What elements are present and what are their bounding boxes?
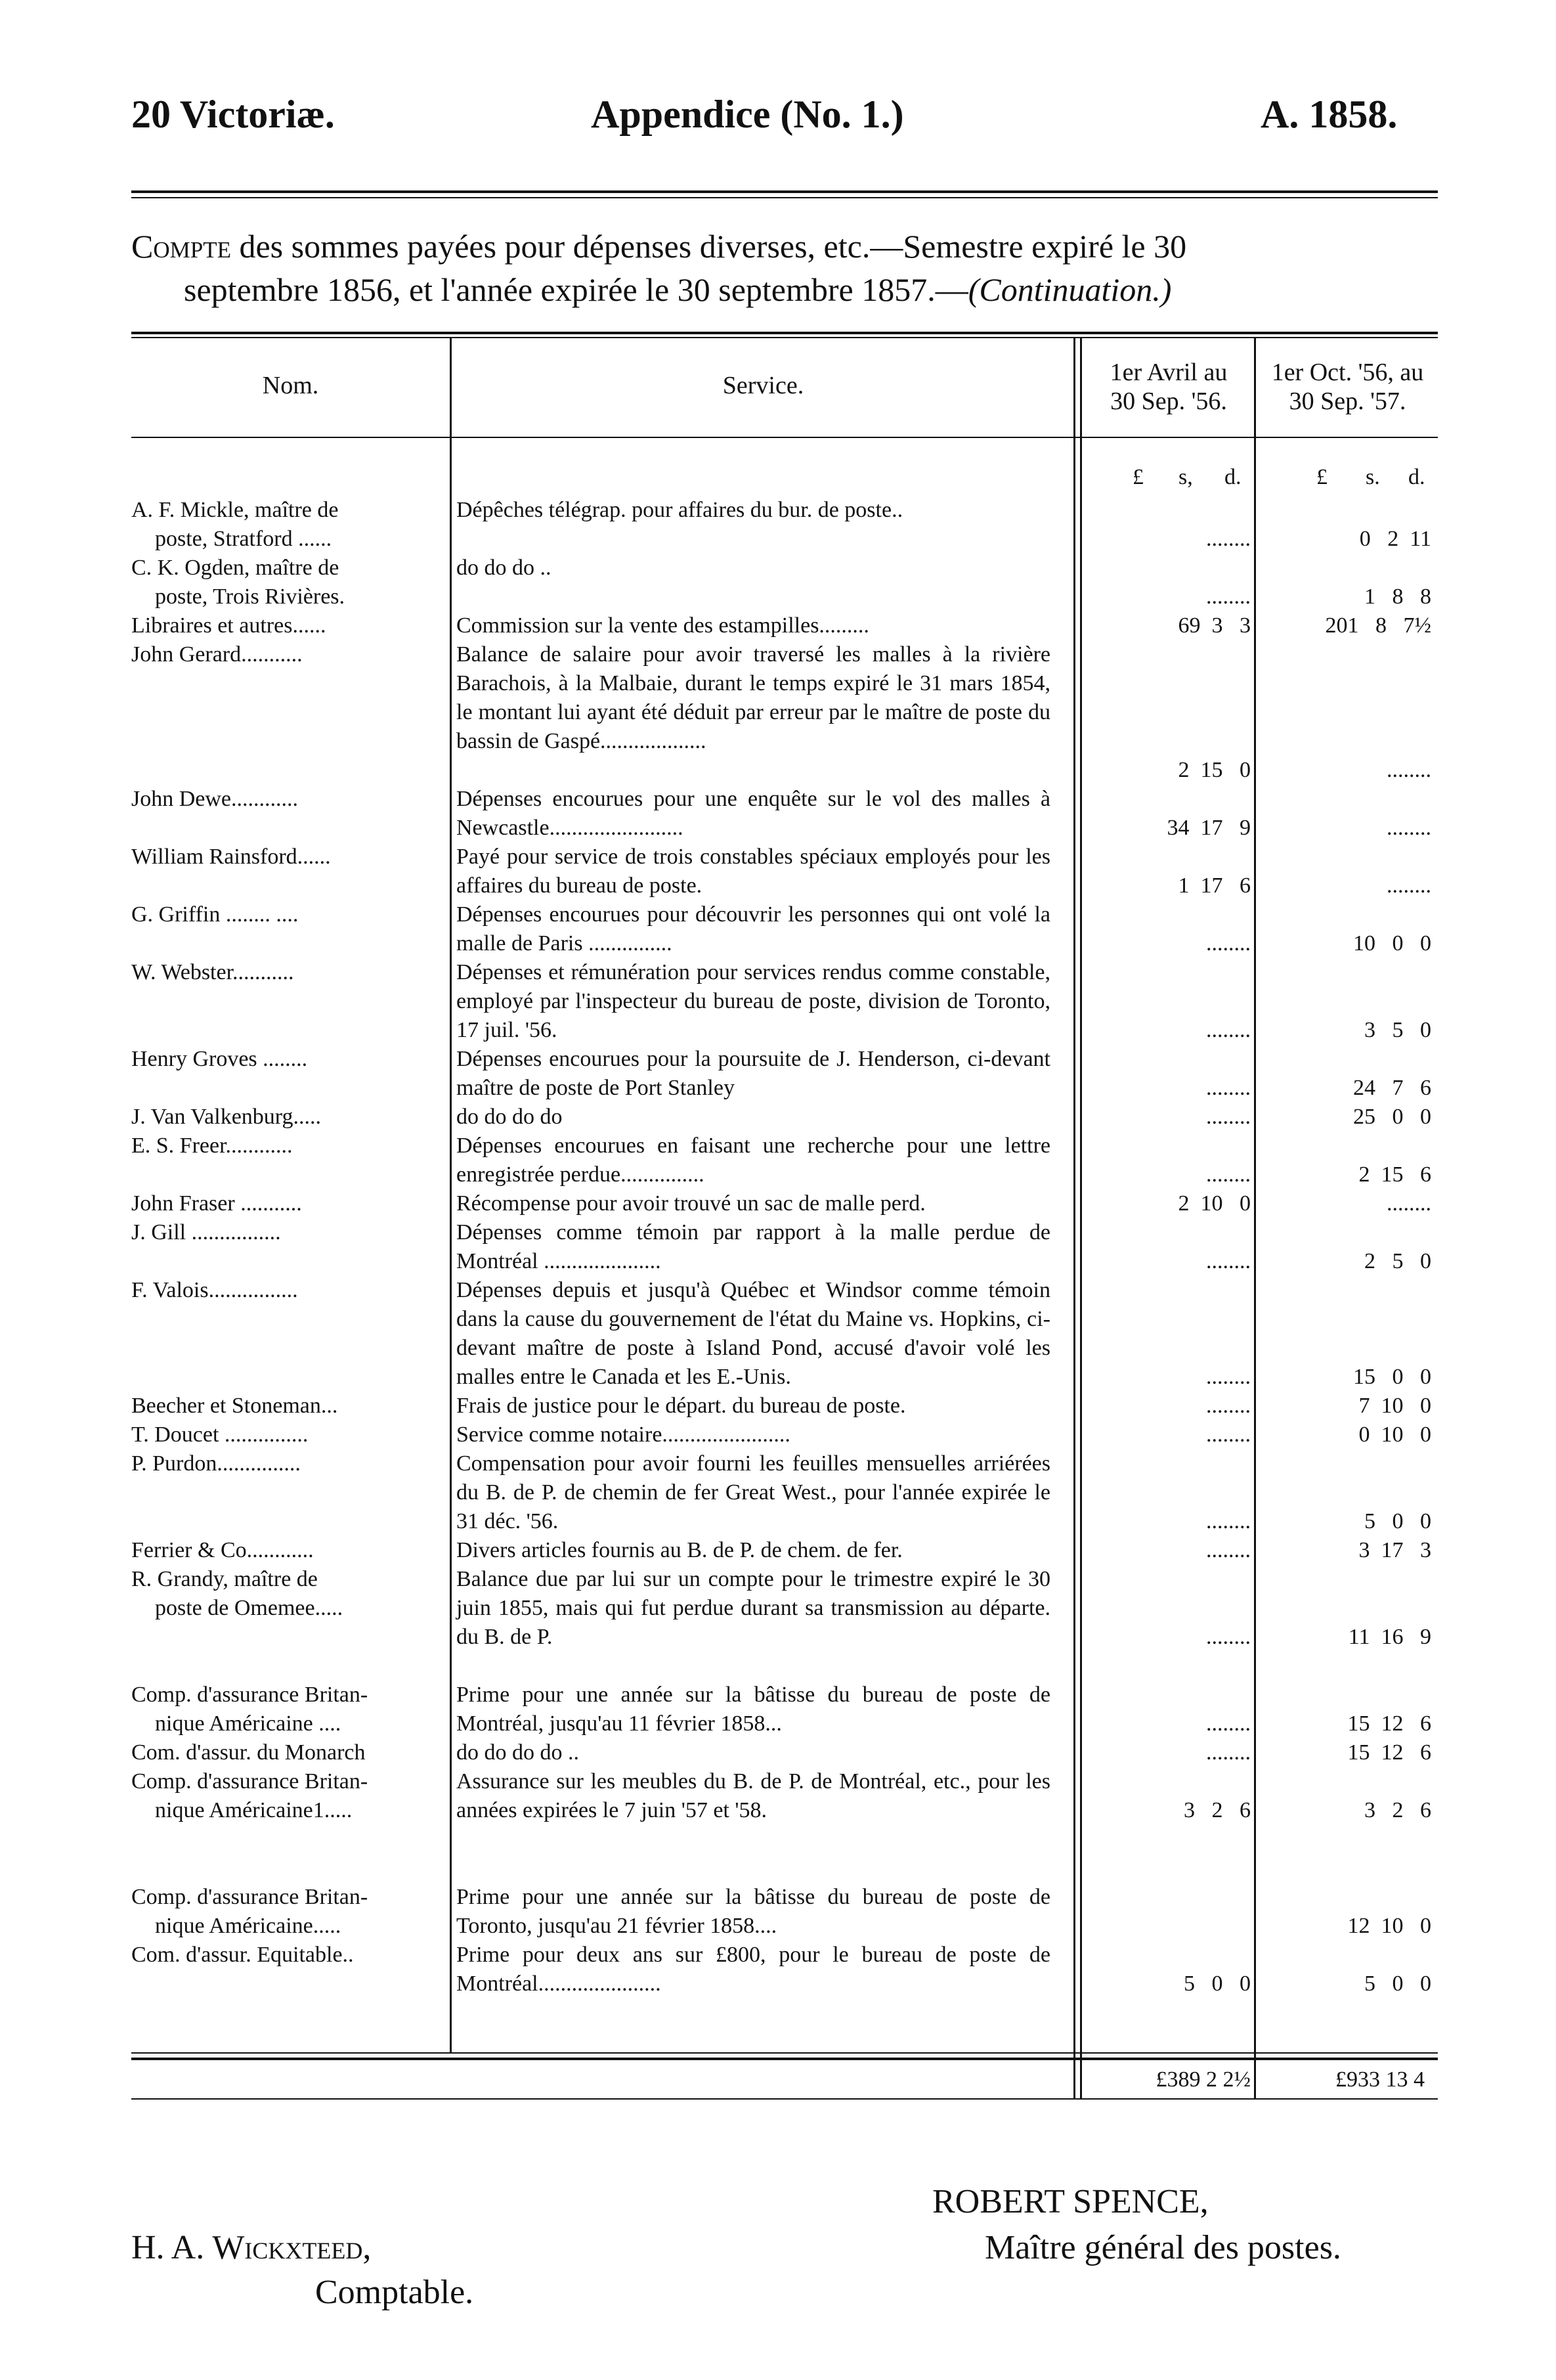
header-rule-bottom (131, 197, 1438, 198)
row-amount-period2: ........ (1387, 816, 1431, 840)
row-nom: P. Purdon............... (131, 1451, 301, 1476)
row-nom: R. Grandy, maître de poste de Omemee..... (131, 1567, 343, 1620)
row-service: Assurance sur les meubles du B. de P. de Montréal, etc., pour les années expirées le 7 juin '57 et '58. (456, 1769, 1050, 1822)
row-service: Frais de justice pour le départ. du bureau de poste. (456, 1394, 906, 1418)
row-amount-period2: ........ (1387, 758, 1431, 782)
row-service: Prime pour une année sur la bâtisse du bureau de poste de Toronto, jusqu'au 21 février 1858.... (456, 1885, 1050, 1938)
row-nom: G. Griffin ........ .... (131, 902, 299, 927)
row-amount-period2: 12 10 0 (1347, 1914, 1431, 1938)
row-nom: F. Valois................ (131, 1278, 298, 1302)
col-divider-service (1073, 338, 1075, 2098)
col-divider-amounts (1254, 338, 1256, 2098)
row-service: Balance due par lui sur un compte pour le trimestre expiré le 30 juin 1855, mais qui fut perdue durant sa transmission au départe. du B. de P. (456, 1567, 1050, 1649)
col-header-nom: Nom. (262, 372, 319, 399)
row-service: Compensation pour avoir fourni les feuilles mensuelles arriérées du B. de P. de chemin de fer Great West., pour l'année expirée le 31 déc. '56. (456, 1451, 1050, 1533)
header-rule-top (131, 190, 1438, 193)
row-amount-period2: 7 10 0 (1358, 1394, 1431, 1418)
row-service: Dépenses encourues en faisant une recherche pour une lettre enregistrée perdue............... (456, 1134, 1050, 1187)
row-amount-period1: ........ (1206, 1509, 1251, 1533)
unit-shilling-1: s, (1178, 465, 1193, 489)
total-period1: £389 2 2½ (1156, 2067, 1251, 2092)
document-title (131, 225, 1438, 311)
row-amount-period2: ........ (1387, 873, 1431, 898)
title-continuation: (Continuation.) (968, 271, 1172, 308)
unit-pound-2: £ (1316, 465, 1328, 489)
row-nom: John Gerard........... (131, 642, 303, 667)
row-service: Dépenses et rémunération pour services rendus comme constable, employé par l'inspecteur du bureau de poste, division de Toronto, 17 juil. '56. (456, 960, 1050, 1042)
table-rule-header (131, 437, 1438, 438)
unit-pence-2: d. (1408, 465, 1425, 489)
row-nom: T. Doucet ............... (131, 1422, 309, 1447)
row-nom: Comp. d'assurance Britan- nique Américaine .... (131, 1683, 368, 1736)
table-rule-bottom (131, 2052, 1438, 2054)
row-service: Payé pour service de trois constables spéciaux employés pour les affaires du bureau de poste. (456, 845, 1050, 898)
row-amount-period1: 3 2 6 (1184, 1798, 1251, 1822)
row-nom: Com. d'assur. du Monarch (131, 1740, 366, 1765)
row-amount-period1: ........ (1206, 527, 1251, 551)
table-rule-top (131, 332, 1438, 334)
row-amount-period2: 11 16 9 (1348, 1625, 1431, 1649)
title-lead: Compte (131, 228, 231, 265)
row-amount-period1: ........ (1206, 1162, 1251, 1187)
row-amount-period1: 2 15 0 (1178, 758, 1251, 782)
row-service: Service comme notaire....................... (456, 1422, 790, 1447)
row-nom: C. K. Ogden, maître de poste, Trois Rivières. (131, 556, 345, 609)
row-service: Dépenses encourues pour découvrir les personnes qui ont volé la malle de Paris ............... (456, 902, 1050, 956)
row-nom: Henry Groves ........ (131, 1047, 308, 1071)
row-nom: Libraires et autres...... (131, 613, 326, 638)
row-amount-period2: 0 10 0 (1358, 1422, 1431, 1447)
col-divider-nom (450, 338, 452, 2052)
row-service: Récompense pour avoir trouvé un sac de malle perd. (456, 1191, 926, 1216)
row-nom: Ferrier & Co............ (131, 1538, 314, 1562)
row-amount-period1: ........ (1206, 1711, 1251, 1736)
table-rule-top-2 (131, 337, 1438, 338)
row-nom: A. F. Mickle, maître de poste, Stratford ...... (131, 498, 339, 551)
row-amount-period2: 15 12 6 (1347, 1740, 1431, 1765)
row-amount-period2: 24 7 6 (1353, 1076, 1431, 1100)
signature-left-name: H. A. Wickxteed, (131, 2229, 372, 2266)
row-amount-period1: 69 3 3 (1178, 613, 1251, 638)
row-nom: Com. d'assur. Equitable.. (131, 1943, 354, 1967)
row-service: Dépenses encourues pour la poursuite de J. Henderson, ci-devant maître de poste de Port Stanley (456, 1047, 1050, 1100)
row-amount-period1: ........ (1206, 1076, 1251, 1100)
col-header-period2: 1er Oct. '56, au 30 Sep. '57. (1271, 359, 1424, 415)
row-nom: J. Gill ................ (131, 1220, 281, 1245)
row-amount-period2: 3 17 3 (1358, 1538, 1431, 1562)
signature-right-title: Maître général des postes. (985, 2229, 1341, 2266)
row-nom: E. S. Freer............ (131, 1134, 293, 1158)
row-amount-period2: 10 0 0 (1353, 931, 1431, 956)
unit-pence-1: d. (1224, 465, 1242, 489)
row-service: do do do do .. (456, 1740, 579, 1765)
row-amount-period2: 1 8 8 (1364, 584, 1431, 609)
row-service: do do do .. (456, 556, 551, 580)
row-amount-period2: 2 15 6 (1358, 1162, 1431, 1187)
row-service: Prime pour une année sur la bâtisse du bureau de poste de Montréal, jusqu'au 11 février 1858... (456, 1683, 1050, 1736)
row-amount-period2: ........ (1387, 1191, 1431, 1216)
row-nom: Beecher et Stoneman... (131, 1394, 338, 1418)
unit-shilling-2: s. (1366, 465, 1380, 489)
row-amount-period2: 25 0 0 (1353, 1105, 1431, 1129)
row-amount-period1: ........ (1206, 1365, 1251, 1389)
row-service: Dépenses encourues pour une enquête sur le vol des malles à Newcastle........................ (456, 787, 1050, 840)
row-amount-period2: 3 2 6 (1364, 1798, 1431, 1822)
row-nom: W. Webster........... (131, 960, 294, 984)
row-amount-period1: ........ (1206, 1249, 1251, 1273)
row-nom: John Dewe............ (131, 787, 299, 811)
row-amount-period2: 15 0 0 (1353, 1365, 1431, 1389)
row-amount-period1: ........ (1206, 1538, 1251, 1562)
row-service: do do do do (456, 1105, 563, 1129)
row-amount-period1: ........ (1206, 1105, 1251, 1129)
row-amount-period1: ........ (1206, 931, 1251, 956)
row-amount-period2: 15 12 6 (1347, 1711, 1431, 1736)
table-rule-bottom-2 (131, 2058, 1438, 2060)
title-line2: septembre 1856, et l'année expirée le 30 septembre 1857.— (184, 271, 968, 308)
row-amount-period2: 201 8 7½ (1325, 613, 1431, 638)
row-service: Prime pour deux ans sur £800, pour le bureau de poste de Montréal...................... (456, 1943, 1050, 1996)
unit-pound-1: £ (1133, 465, 1144, 489)
col-divider-service-2 (1080, 338, 1082, 2098)
expense-table (131, 332, 1438, 2098)
row-amount-period1: ........ (1206, 1422, 1251, 1447)
row-amount-period1: ........ (1206, 1740, 1251, 1765)
row-amount-period2: 2 5 0 (1364, 1249, 1431, 1273)
row-amount-period1: 2 10 0 (1178, 1191, 1251, 1216)
row-nom: J. Van Valkenburg..... (131, 1105, 321, 1129)
signature-right-name: ROBERT SPENCE, (932, 2183, 1209, 2220)
row-amount-period1: ........ (1206, 1394, 1251, 1418)
col-header-period1: 1er Avril au 30 Sep. '56. (1110, 359, 1228, 415)
row-amount-period1: 34 17 9 (1167, 816, 1251, 840)
row-nom: William Rainsford...... (131, 845, 331, 869)
row-amount-period1: ........ (1206, 1625, 1251, 1649)
title-line1: des sommes payées pour dépenses diverses, etc.—Semestre expiré le 30 (230, 228, 1187, 265)
row-amount-period2: 5 0 0 (1364, 1509, 1431, 1533)
row-amount-period2: 5 0 0 (1364, 1972, 1431, 1996)
row-amount-period1: ........ (1206, 584, 1251, 609)
row-nom: Comp. d'assurance Britan- nique Américaine..... (131, 1885, 368, 1938)
total-period2: £933 13 4 (1335, 2067, 1425, 2092)
row-amount-period1: 5 0 0 (1184, 1972, 1251, 1996)
header-year: A. 1858. (1261, 93, 1398, 136)
col-header-service: Service. (722, 372, 804, 399)
row-amount-period1: 1 17 6 (1178, 873, 1251, 898)
row-amount-period1: ........ (1206, 1018, 1251, 1042)
row-nom: Comp. d'assurance Britan- nique Américaine1..... (131, 1769, 368, 1822)
header-session: 20 Victoriæ. (131, 93, 335, 136)
row-service: Dépêches télégrap. pour affaires du bur. de poste.. (456, 498, 903, 522)
row-service: Commission sur la vente des estampilles......... (456, 613, 869, 638)
row-service: Divers articles fournis au B. de P. de chem. de fer. (456, 1538, 903, 1562)
header-appendix: Appendice (No. 1.) (591, 93, 904, 136)
row-amount-period2: 0 2 11 (1359, 527, 1431, 551)
row-amount-period2: 3 5 0 (1364, 1018, 1431, 1042)
signature-left-title: Comptable. (315, 2274, 474, 2311)
row-service: Dépenses comme témoin par rapport à la malle perdue de Montréal ..................... (456, 1220, 1050, 1273)
row-service: Balance de salaire pour avoir traversé les malles à la rivière Barachois, à la Malbaie, durant le temps expiré le 31 mars 1854, le montant lui ayant été déduit par erreur par le maître de poste du bassin de Gaspé................... (456, 642, 1050, 753)
table-rule-totals (131, 2098, 1438, 2100)
row-service: Dépenses depuis et jusqu'à Québec et Windsor comme témoin dans la cause du gouvernement de l'état du Maine vs. Hopkins, ci-devant maître de poste à Island Pond, accusé d'avoir volé les malles entre le Canada et les E.-Unis. (456, 1278, 1050, 1389)
row-nom: John Fraser ........... (131, 1191, 302, 1216)
